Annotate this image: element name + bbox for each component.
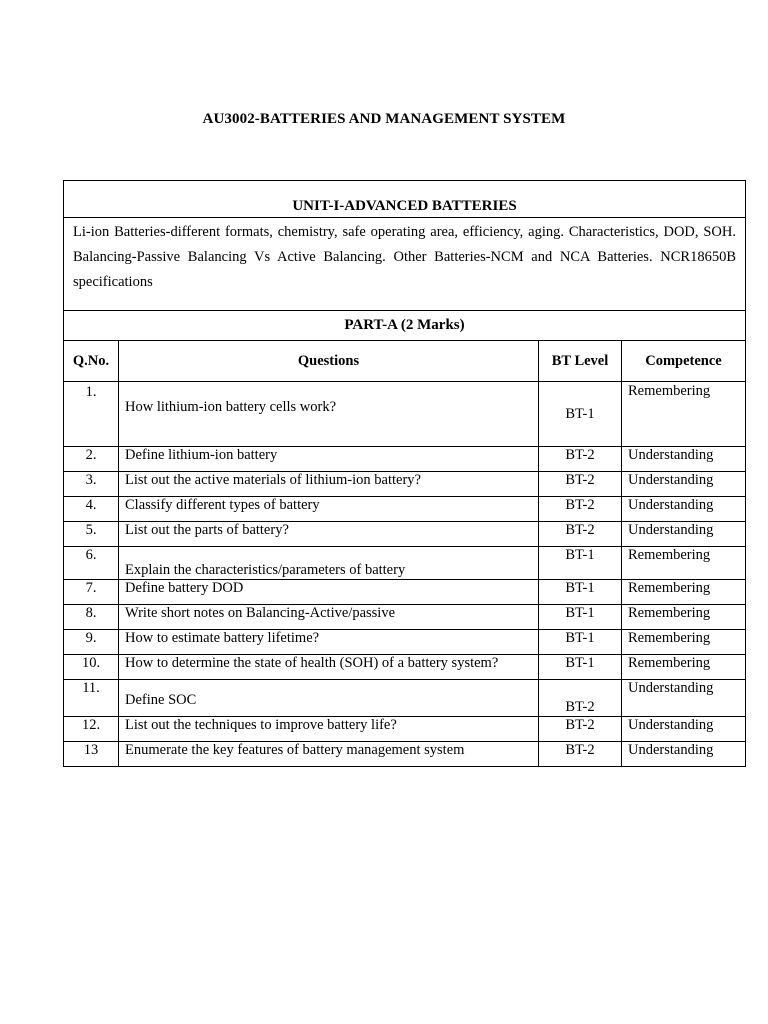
bt-level: BT-2: [539, 472, 622, 497]
bt-level: BT-1: [539, 605, 622, 630]
column-header-competence: Competence: [622, 341, 746, 382]
competence: Understanding: [622, 680, 746, 717]
question-text: Define battery DOD: [119, 580, 539, 605]
question-number: 1.: [64, 382, 119, 447]
bt-level: BT-2: [539, 717, 622, 742]
question-number: 10.: [64, 655, 119, 680]
question-text: List out the techniques to improve battery life?: [119, 717, 539, 742]
question-bank-table: [63, 180, 746, 767]
question-text: Explain the characteristics/parameters of battery: [119, 547, 539, 580]
bt-level: BT-1: [539, 655, 622, 680]
competence: Remembering: [622, 655, 746, 680]
question-number: 8.: [64, 605, 119, 630]
competence: Understanding: [622, 742, 746, 767]
competence: Remembering: [622, 382, 746, 447]
question-number: 11.: [64, 680, 119, 717]
competence: Understanding: [622, 717, 746, 742]
question-text: List out the parts of battery?: [119, 522, 539, 547]
question-number: 6.: [64, 547, 119, 580]
question-text: Enumerate the key features of battery management system: [119, 742, 539, 767]
question-number: 7.: [64, 580, 119, 605]
table-row: [64, 447, 746, 472]
question-number: 9.: [64, 630, 119, 655]
question-text: Classify different types of battery: [119, 497, 539, 522]
bt-level: BT-2: [539, 522, 622, 547]
bt-level: BT-2: [539, 742, 622, 767]
part-title: PART-A (2 Marks): [64, 311, 746, 341]
competence: Remembering: [622, 605, 746, 630]
table-row: [64, 717, 746, 742]
table-row: [64, 497, 746, 522]
question-text: Write short notes on Balancing-Active/passive: [119, 605, 539, 630]
column-header-bt-level: BT Level: [539, 341, 622, 382]
column-header-qno: Q.No.: [64, 341, 119, 382]
question-text: How to estimate battery lifetime?: [119, 630, 539, 655]
table-row: [64, 742, 746, 767]
table-row: [64, 522, 746, 547]
unit-title: UNIT-I-ADVANCED BATTERIES: [64, 181, 746, 218]
question-text: Define lithium-ion battery: [119, 447, 539, 472]
question-number: 5.: [64, 522, 119, 547]
bt-level: BT-1: [539, 547, 622, 580]
competence: Understanding: [622, 497, 746, 522]
competence: Remembering: [622, 580, 746, 605]
competence: Understanding: [622, 472, 746, 497]
document-title: AU3002-BATTERIES AND MANAGEMENT SYSTEM: [202, 111, 566, 127]
question-text: Define SOC: [119, 680, 539, 717]
competence: Understanding: [622, 447, 746, 472]
bt-level: BT-2: [539, 497, 622, 522]
column-header-questions: Questions: [119, 341, 539, 382]
table-row: [64, 472, 746, 497]
table-row: [64, 680, 746, 717]
question-number: 2.: [64, 447, 119, 472]
table-row: [64, 580, 746, 605]
question-number: 3.: [64, 472, 119, 497]
unit-syllabus: Li-ion Batteries-different formats, chemistry, safe operating area, efficiency, aging. Characteristics, DOD, SOH. Balancing-Passive Balancing Vs Active Balancing. Other Batteries-NCM and NCA Batteries. NCR18650B specifications: [64, 218, 746, 311]
question-number: 4.: [64, 497, 119, 522]
competence: Understanding: [622, 522, 746, 547]
question-number: 12.: [64, 717, 119, 742]
bt-level: BT-1: [539, 630, 622, 655]
question-text: How to determine the state of health (SOH) of a battery system?: [119, 655, 539, 680]
table-row: [64, 382, 746, 447]
bt-level: BT-1: [539, 580, 622, 605]
question-text: List out the active materials of lithium-ion battery?: [119, 472, 539, 497]
question-number: 13: [64, 742, 119, 767]
table-row: [64, 605, 746, 630]
table-row: [64, 630, 746, 655]
bt-level: BT-2: [539, 447, 622, 472]
bt-level: BT-2: [539, 680, 622, 717]
table-row: [64, 655, 746, 680]
bt-level: BT-1: [539, 382, 622, 447]
question-text: How lithium-ion battery cells work?: [119, 382, 539, 447]
table-row: [64, 547, 746, 580]
competence: Remembering: [622, 547, 746, 580]
competence: Remembering: [622, 630, 746, 655]
